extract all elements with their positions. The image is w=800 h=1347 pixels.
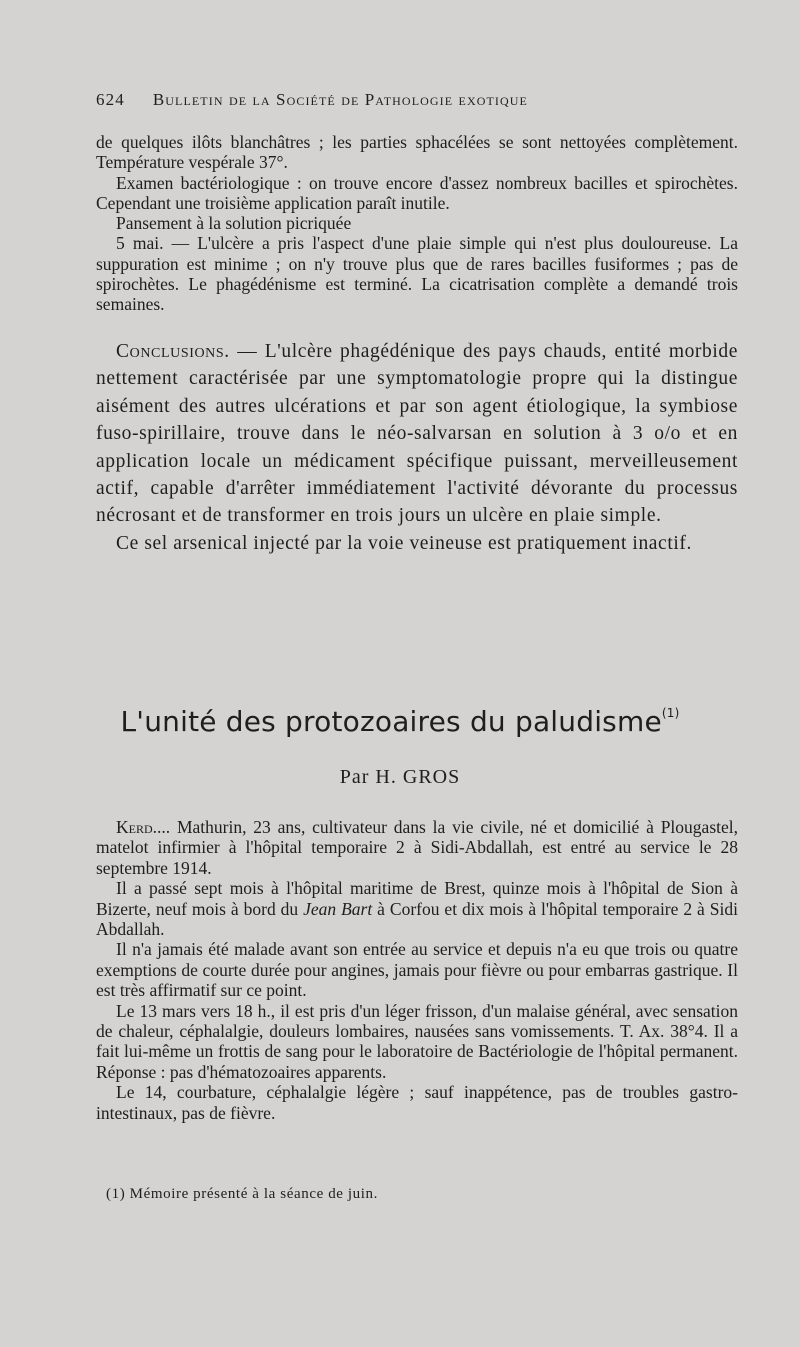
paragraph: Examen bactériologique : on trouve encore d'assez nombreux bacilles et spirochètes. Cependant une troisième application paraît inutile. (96, 172, 738, 213)
running-header (96, 90, 736, 110)
article-title-text: L'unité des protozoaires du paludisme (120, 705, 662, 738)
paragraph: Le 13 mars vers 18 h., il est pris d'un léger frisson, d'un malaise général, avec sensation de chaleur, céphalalgie, douleurs lombaires, nausées sans vomissements. T. Ax. 38°4. Il a fait lui-même un frottis de sang pour le laboratoire de Bactériologie de l'hôpital permanent. Réponse : pas d'hématozoaires apparents. (96, 1000, 738, 1082)
article-author: Par H. GROS (339, 766, 461, 788)
patient-name: Kerd.... (116, 817, 171, 837)
case-continuation (96, 132, 738, 315)
paragraph: Il n'a jamais été malade avant son entrée au service et depuis n'a eu que trois ou quatre exemptions de courte durée pour angines, jamais pour fièvre ou pour embarras gastrique. Il est très affirmatif sur ce point. (96, 939, 738, 1001)
paragraph: de quelques ilôts blanchâtres ; les parties sphacélées se sont nettoyées complètement. Température vespérale 37°. (96, 132, 738, 173)
paragraph: 5 mai. — L'ulcère a pris l'aspect d'une plaie simple qui n'est plus douloureuse. La suppuration est minime ; on n'y trouve plus que de rares bacilles fusiformes ; pas de spirochètes. Le phagédénisme est terminé. La cicatrisation complète a demandé trois semaines. (96, 233, 738, 315)
footnote-reference: (1) (661, 706, 680, 720)
paragraph-text: à Corfou et dix mois à l'hôpital temporaire 2 à Sidi Abdallah. (96, 898, 738, 940)
conclusions-label: Conclusions. (116, 341, 230, 362)
paragraph: Ce sel arsenical injecté par la voie veineuse est pratiquement inactif. (116, 532, 692, 554)
conclusions-text: — L'ulcère phagédénique des pays chauds, entité morbide nettement caractérisée par une symptomatologie propre qui la distingue aisément des autres ulcérations et par son agent étiologique, la symbiose fuso-spirillaire, trouve dans le néo-salvarsan en solution à 3 o/o et en application locale un médicament spécifique puissant, merveilleusement actif, capable d'arrêter immédiatement l'activité dévorante du processus nécrosant et de transformer en trois jours un ulcère en plaie simple. (96, 341, 738, 527)
page-number: 624 (96, 90, 125, 109)
case-report (96, 817, 738, 1123)
paragraph (96, 878, 738, 939)
footnote: (1) Mémoire présenté à la séance de juin. (106, 1186, 378, 1202)
paragraph-text: Il a passé sept mois à l'hôpital maritime de Brest, quinze mois à l'hôpital de Sion à Bizerte, neuf mois à bord du (96, 878, 738, 919)
journal-title: Bulletin de la Société de Pathologie exotique (152, 90, 528, 109)
paragraph (96, 338, 738, 530)
paragraph: Le 14, courbature, céphalalgie légère ; sauf inappétence, pas de troubles gastro-intestinaux, pas de fièvre. (96, 1082, 738, 1123)
conclusions-section (96, 338, 738, 557)
paragraph: Pansement à la solution picriquée (116, 213, 352, 234)
ship-name: Jean Bart (303, 898, 373, 919)
paragraph (96, 817, 738, 878)
paragraph-text: Mathurin, 23 ans, cultivateur dans la vie civile, né et domicilié à Plougastel, matelot infirmier à l'hôpital temporaire 2 à Sidi-Abdallah, est entré au service le 28 septembre 1914. (96, 817, 738, 878)
article-title (0, 705, 800, 738)
